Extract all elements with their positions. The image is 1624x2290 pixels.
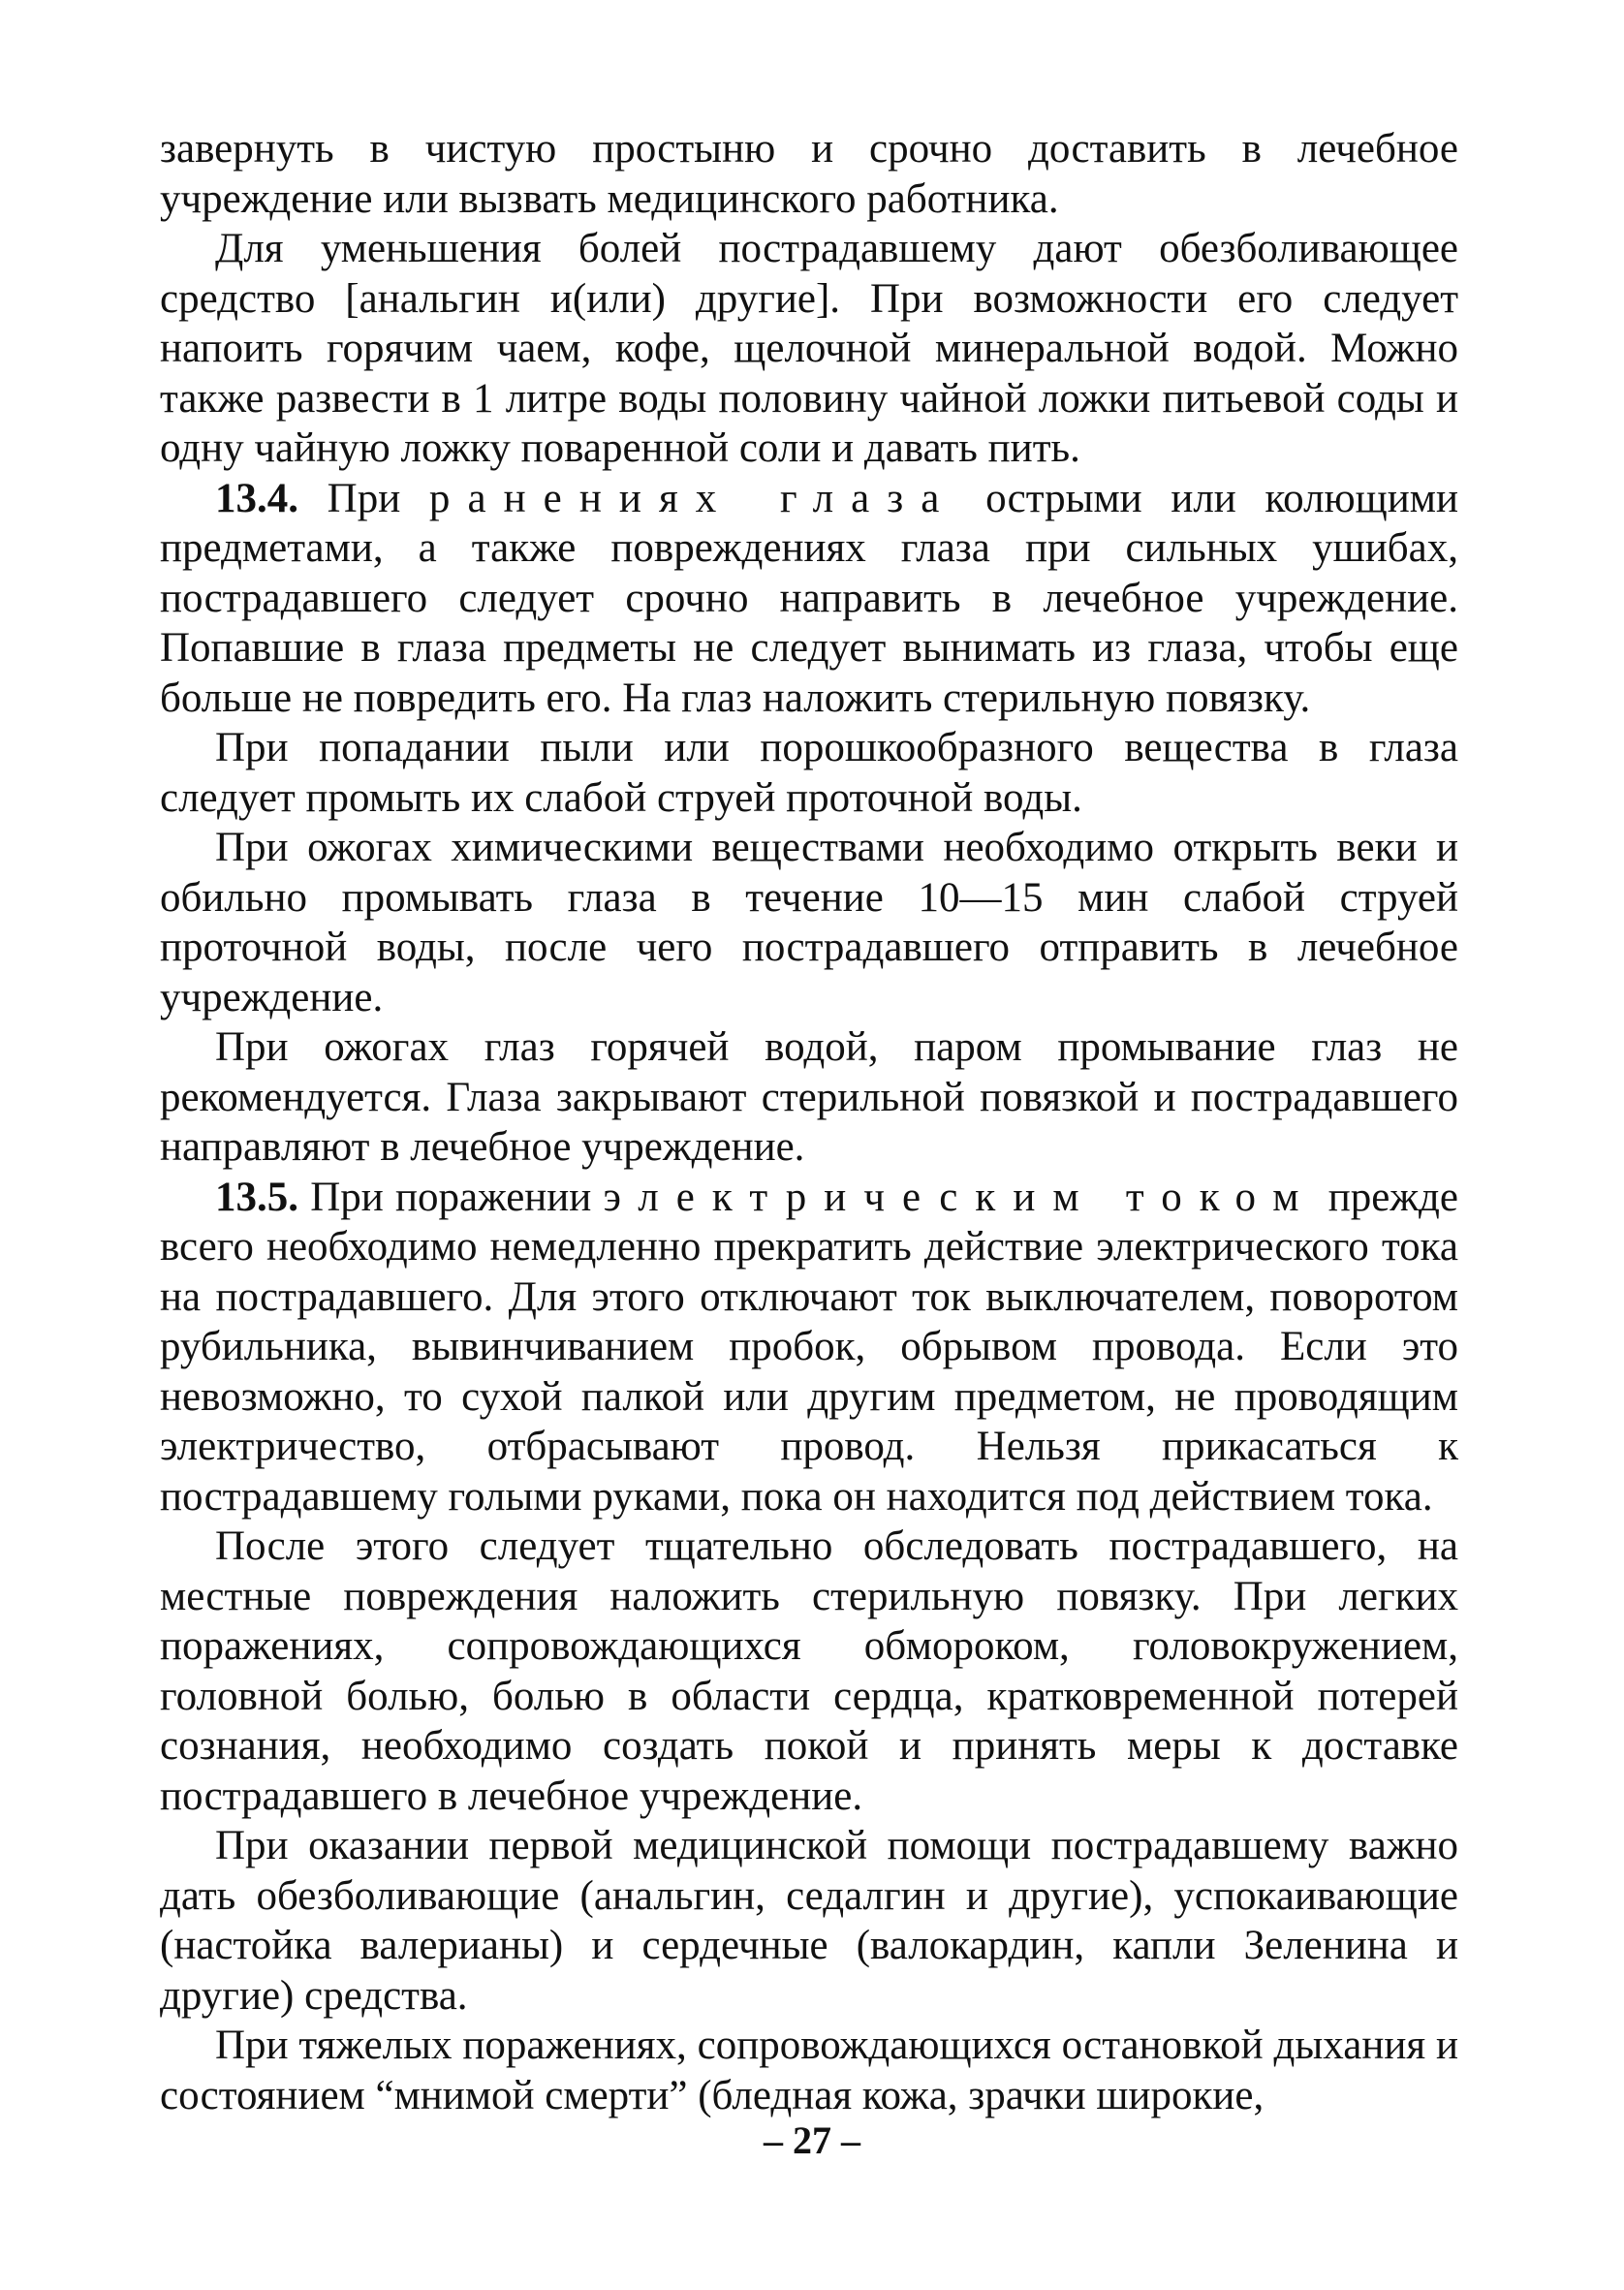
section-number-13-5: 13.5.	[215, 1174, 298, 1220]
paragraph-medication: При оказании первой медицинской помощи пострадавшему важно дать обезболивающие (анальгин, седалгин и другие), успокаивающие (настойка валерианы) и сердечные (валокардин, капли Зеленина и другие) средства.	[160, 1823, 1458, 2019]
document-page	[160, 124, 1458, 2120]
section-13-5-emphasis: электрическим током	[603, 1174, 1317, 1220]
section-13-4-emphasis: ранениях глаза	[428, 475, 957, 521]
section-13-5-paragraph	[160, 1173, 1458, 1522]
section-13-4-lead: При	[327, 475, 401, 521]
paragraph-hot-water-burns: При ожогах глаз горячей водой, паром промывание глаз не рекомендуется. Глаза закрывают стерильной повязкой и пострадавшего направляют в лечебное учреждение.	[160, 1024, 1458, 1170]
paragraph-chemical-burns: При ожогах химическими веществами необходимо открыть веки и обильно промывать глаза в течение 10—15 мин слабой струей проточной воды, после чего пострадавшего отправить в лечебное учреждение.	[160, 825, 1458, 1020]
paragraph-pain-relief: Для уменьшения болей пострадавшему дают обезболивающее средство [анальгин и(или) другие]. При возможности его следует напоить горячим чаем, кофе, щелочной минеральной водой. Можно также развести в 1 литре воды половину чайной ложки питьевой соды и одну чайную ложку поваренной соли и давать пить.	[160, 226, 1458, 471]
section-number-13-4: 13.4.	[215, 475, 298, 521]
paragraph-examination: После этого следует тщательно обследовать пострадавшего, на местные повреждения наложить стерильную повязку. При легких поражениях, сопровождающихся обмороком, головокружением, головной болью, болью в области сердца, кратковременной потерей сознания, необходимо создать покой и принять меры к доставке пострадавшего в лечебное учреждение.	[160, 1523, 1458, 1819]
paragraph-dust: При попадании пыли или порошкообразного вещества в глаза следует промыть их слабой струей проточной воды.	[160, 725, 1458, 821]
section-13-5-text: прежде всего необходимо немедленно прекратить действие электрического тока на пострадавшего. Для этого отключают ток выключателем, поворотом рубильника, вывинчиванием пробок, обрывом провода. Если это невозможно, то сухой палкой или другим предметом, не проводящим электричество, отбрасывают провод. Нельзя прикасаться к пострадавшему голыми руками, пока он находится под действием тока.	[160, 1174, 1459, 1520]
paragraph-continuation: завернуть в чистую простыню и срочно доставить в лечебное учреждение или вызвать медицинского работника.	[160, 126, 1458, 222]
page-number: – 27 –	[764, 2118, 860, 2162]
section-13-5-lead: При поражении	[310, 1174, 592, 1220]
section-13-4-paragraph	[160, 474, 1458, 724]
paragraph-severe-injuries: При тяжелых поражениях, сопровождающихся остановкой дыхания и состоянием “мнимой смерти” (бледная кожа, зрачки широкие,	[160, 2023, 1458, 2118]
section-13-4-text: острыми или колющими предметами, а также повреждениях глаза при сильных ушибах, пострадавшего следует срочно направить в лечебное учреждение. Попавшие в глаза предметы не следует вынимать из глаза, чтобы еще больше не повредить его. На глаз наложить стерильную повязку.	[160, 475, 1459, 721]
